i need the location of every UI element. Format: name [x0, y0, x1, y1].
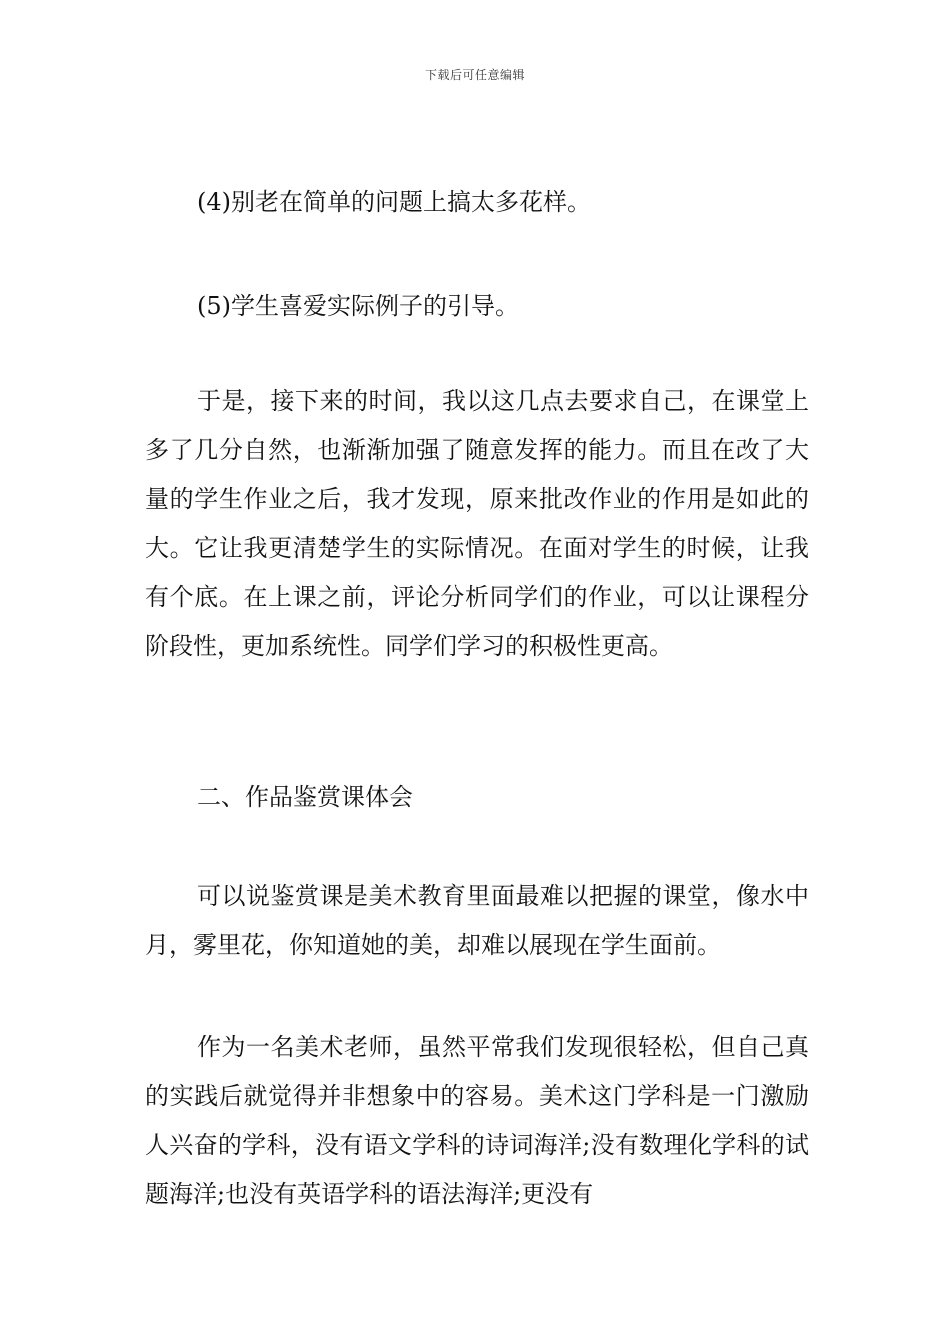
list-item-4: (4)别老在简单的问题上搞太多花样。	[197, 188, 591, 216]
section-heading: 二、作品鉴赏课体会	[197, 783, 413, 811]
paragraph-art-teacher: 作为一名美术老师，虽然平常我们发现很轻松，但自己真的实践后就觉得并非想象中的容易。美术这门学科是一门激励人兴奋的学科，没有语文学科的诗词海洋;没有数理化学科的试题海洋;也没有英语学科的语法海洋;更没有	[145, 1033, 809, 1208]
paragraph-appreciation: 可以说鉴赏课是美术教育里面最难以把握的课堂，像水中月，雾里花，你知道她的美，却难以展现在学生面前。	[145, 882, 809, 959]
paragraph-reflection: 于是，接下来的时间，我以这几点去要求自己，在课堂上多了几分自然，也渐渐加强了随意发挥的能力。而且在改了大量的学生作业之后，我才发现，原来批改作业的作用是如此的大。它让我更清楚学生的实际情况。在面对学生的时候，让我有个底。在上课之前，评论分析同学们的作业，可以让课程分阶段性，更加系统性。同学们学习的积极性更高。	[145, 387, 809, 660]
page-header: 下载后可任意编辑	[424, 68, 525, 82]
list-item-5: (5)学生喜爱实际例子的引导。	[197, 292, 519, 320]
